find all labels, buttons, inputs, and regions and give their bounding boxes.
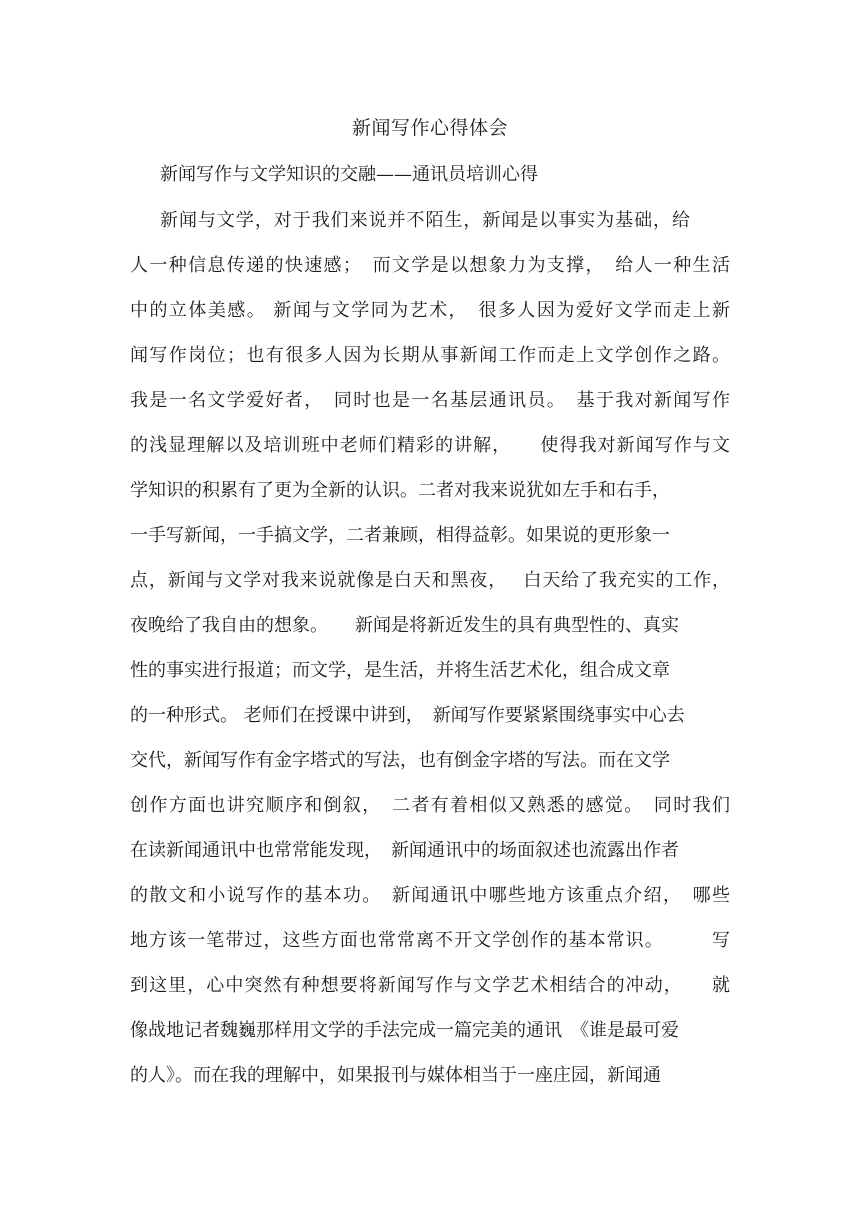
body-line-17: 地方该一笔带过，这些方面也常常离不开文学创作的基本常识。 写	[130, 930, 730, 951]
body-line-15: 在读新闻通讯中也常常能发现， 新闻通讯中的场面叙述也流露出作者	[130, 840, 679, 861]
body-line-6: 的浅显理解以及培训班中老师们精彩的讲解， 使得我对新闻写作与文	[130, 435, 730, 456]
body-line-8: 一手写新闻，一手搞文学，二者兼顾，相得益彰。如果说的更形象一	[130, 525, 670, 546]
body-line-10: 夜晚给了我自由的想象。 新闻是将新近发生的具有典型性的、真实	[130, 615, 679, 636]
body-line-13: 交代，新闻写作有金字塔式的写法，也有倒金字塔的写法。而在文学	[130, 750, 670, 771]
document-title: 新闻写作心得体会	[351, 117, 508, 139]
body-line-4: 闻写作岗位；也有很多人因为长期从事新闻工作而走上文学创作之路。	[130, 345, 730, 366]
body-line-14: 创作方面也讲究顺序和倒叙， 二者有着相似又熟悉的感觉。 同时我们	[130, 795, 730, 816]
body-line-16: 的散文和小说写作的基本功。 新闻通讯中哪些地方该重点介绍， 哪些	[130, 885, 730, 906]
body-line-20: 的人》。而在我的理解中，如果报刊与媒体相当于一座庄园，新闻通	[130, 1065, 661, 1086]
body-line-9: 点，新闻与文学对我来说就像是白天和黑夜， 白天给了我充实的工作，	[130, 570, 730, 591]
body-line-7: 学知识的积累有了更为全新的认识。二者对我来说犹如左手和右手，	[130, 480, 670, 501]
body-line-12: 的一种形式。 老师们在授课中讲到， 新闻写作要紧紧围绕事实中心去	[130, 705, 685, 726]
body-line-18: 到这里，心中突然有种想要将新闻写作与文学艺术相结合的冲动， 就	[130, 975, 730, 996]
document-subtitle: 新闻写作与文学知识的交融——通讯员培训心得	[160, 164, 538, 185]
body-line-11: 性的事实进行报道；而文学，是生活，并将生活艺术化，组合成文章	[130, 660, 670, 681]
body-line-2: 人一种信息传递的快速感； 而文学是以想象力为支撑， 给人一种生活	[130, 255, 730, 276]
body-line-3: 中的立体美感。 新闻与文学同为艺术， 很多人因为爱好文学而走上新	[130, 300, 730, 321]
body-line-5: 我是一名文学爱好者， 同时也是一名基层通讯员。 基于我对新闻写作	[130, 390, 730, 411]
body-line-1: 新闻与文学，对于我们来说并不陌生，新闻是以事实为基础，给	[160, 210, 690, 231]
body-line-19: 像战地记者魏巍那样用文学的手法完成一篇完美的通讯 《谁是最可爱	[130, 1020, 679, 1041]
